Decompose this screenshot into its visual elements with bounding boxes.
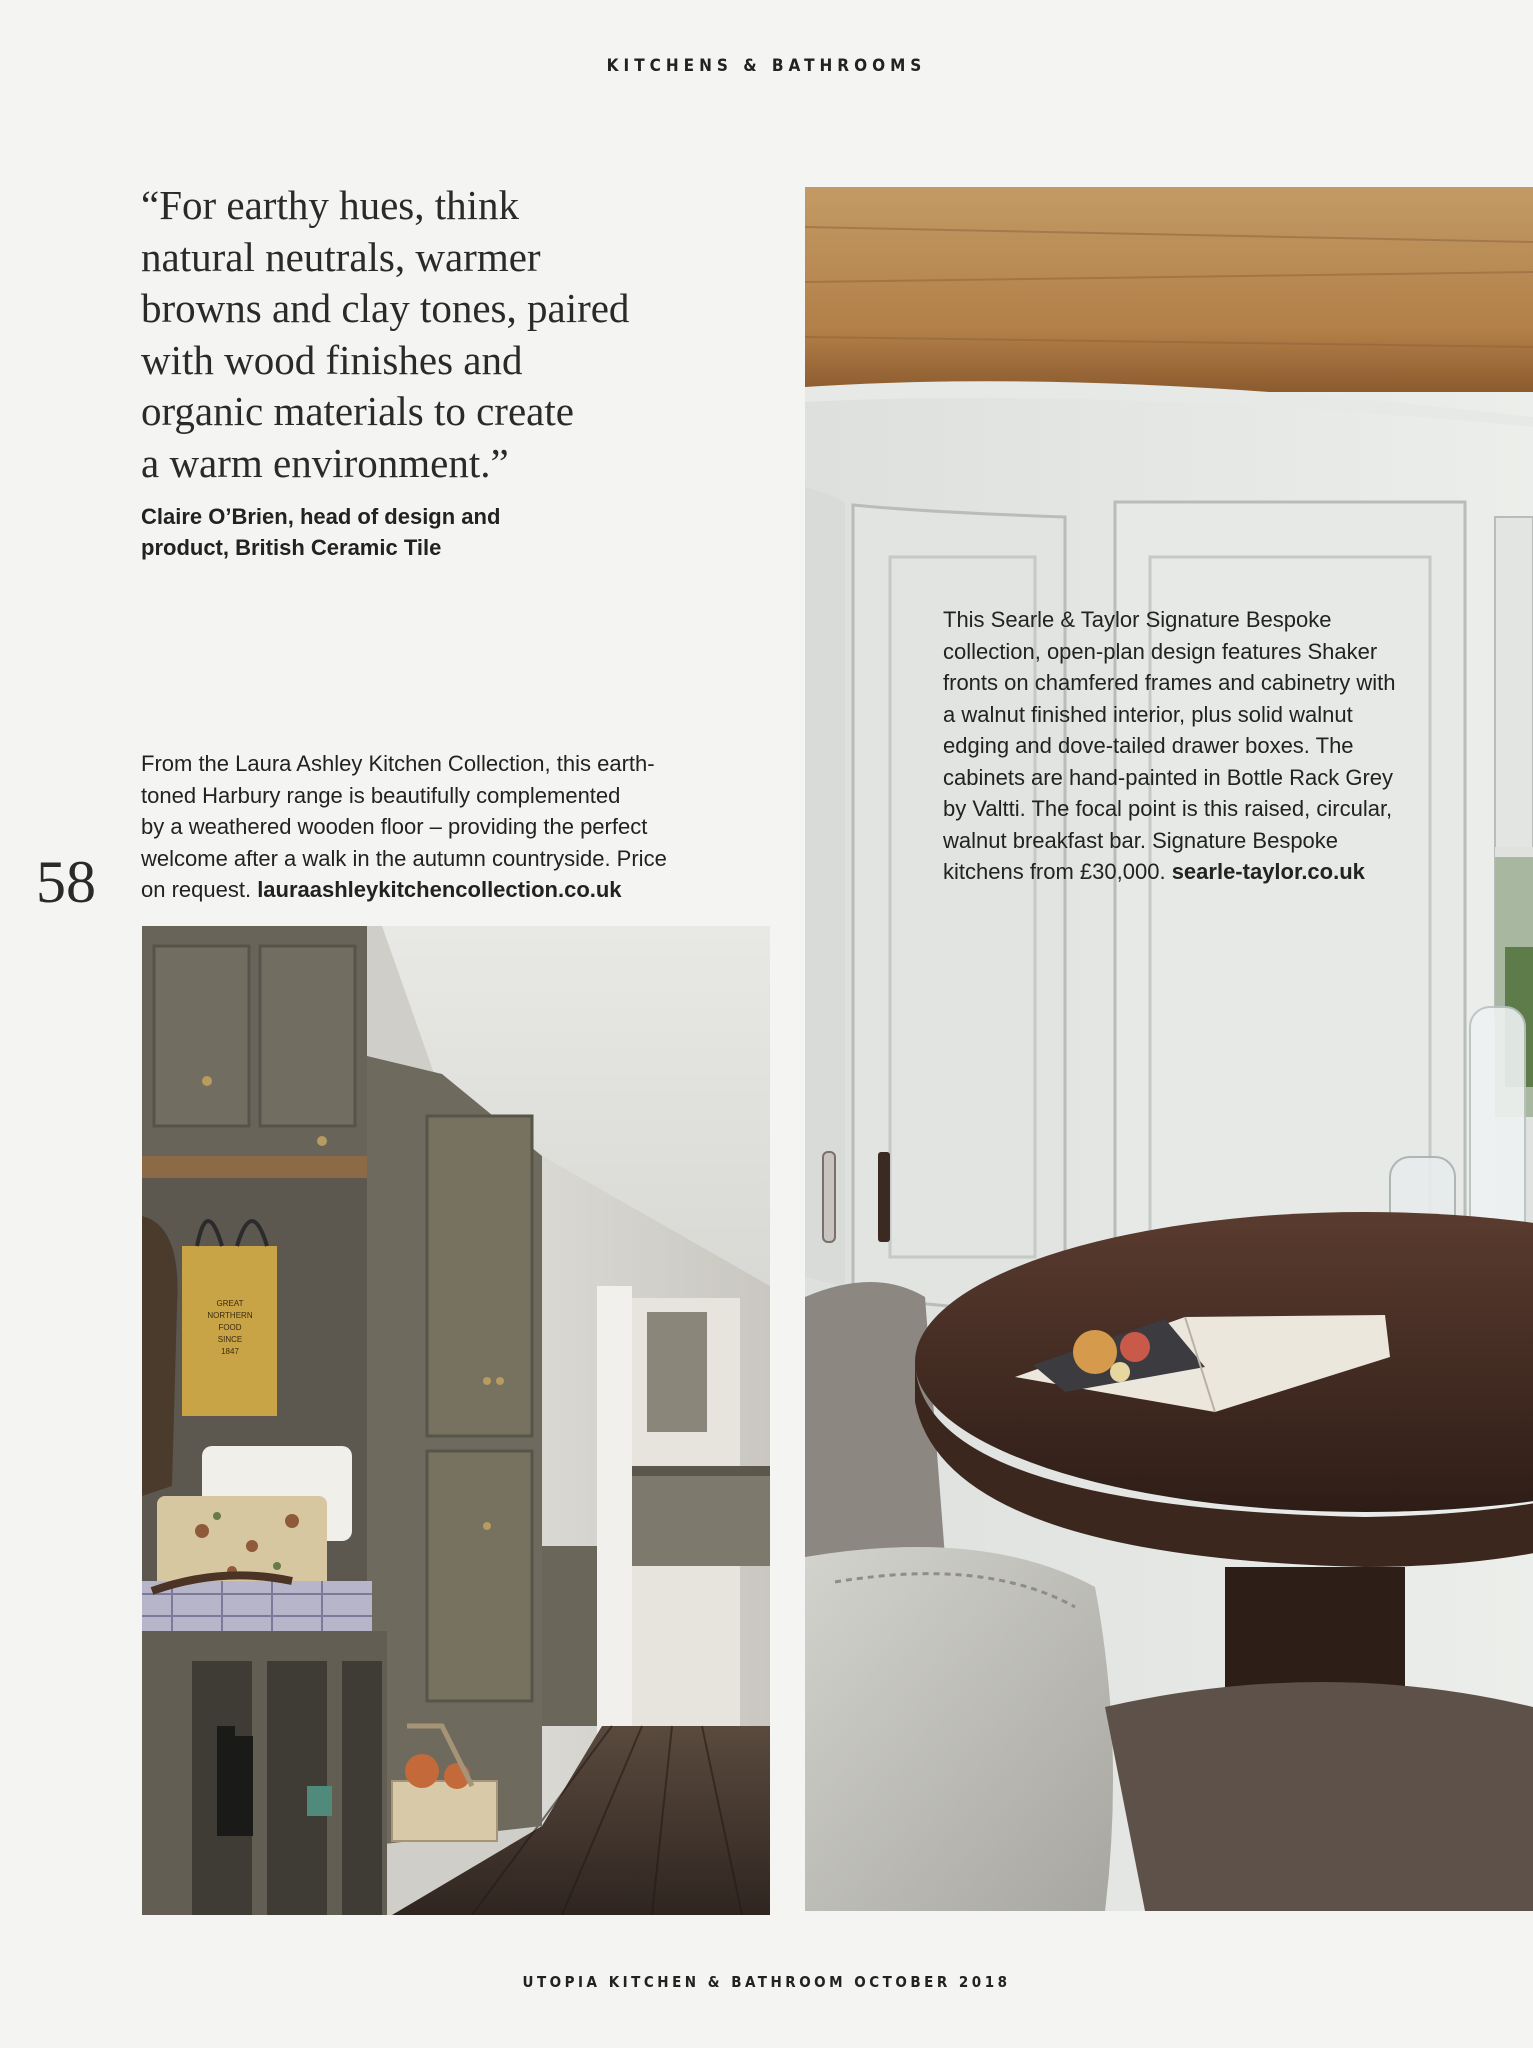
caption-left <box>141 748 741 906</box>
caption-right-link[interactable]: searle-taylor.co.uk <box>1171 859 1365 884</box>
caption-line: by Valtti. The focal point is this raised, circular, <box>943 796 1393 821</box>
bag-print-text: FOOD <box>218 1323 242 1332</box>
caption-text: on request. <box>141 877 258 902</box>
caption-line: a walnut finished interior, plus solid walnut <box>943 701 1353 727</box>
caption-line-last <box>943 856 1443 888</box>
caption-line: by a weathered wooden floor – providing the perfect <box>141 814 648 839</box>
caption-line: collection, open-plan design features Shaker <box>943 638 1378 664</box>
kitchen-illustration <box>805 187 1533 1911</box>
quote-line: a warm environment.” <box>141 439 509 486</box>
quote-line: “For earthy hues, think <box>141 182 520 228</box>
bag-print-text: GREAT <box>216 1299 244 1308</box>
attribution-line: product, British Ceramic Tile <box>141 535 442 560</box>
page-number: 58 <box>36 849 96 915</box>
bag-print-text: SINCE <box>217 1335 243 1344</box>
caption-line: welcome after a walk in the autumn countryside. Price <box>141 845 667 871</box>
page-footer: UTOPIA KITCHEN & BATHROOM OCTOBER 2018 <box>522 1973 1011 1991</box>
pull-quote <box>141 180 741 489</box>
quote-line: organic materials to create <box>141 388 574 434</box>
caption-line: From the Laura Ashley Kitchen Collection, this earth- <box>141 751 655 776</box>
photo-kitchen <box>805 187 1533 1911</box>
caption-left-link[interactable]: lauraashleykitchencollection.co.uk <box>257 877 622 902</box>
caption-line: fronts on chamfered frames and cabinetry with <box>943 670 1396 695</box>
caption-right <box>943 604 1443 888</box>
bag-print-text: 1847 <box>221 1347 239 1356</box>
quote-attribution <box>141 501 561 563</box>
caption-line-last <box>141 874 741 906</box>
caption-line: edging and dove-tailed drawer boxes. The <box>943 733 1354 758</box>
quote-line: natural neutrals, warmer <box>141 233 541 280</box>
quote-line: with wood finishes and <box>141 336 523 383</box>
caption-line: walnut breakfast bar. Signature Bespoke <box>943 827 1339 853</box>
caption-line: toned Harbury range is beautifully complemented <box>141 782 621 808</box>
quote-line: browns and clay tones, paired <box>141 285 630 331</box>
section-header: KITCHENS & BATHROOMS <box>606 56 927 76</box>
photo-mudroom <box>142 926 770 1915</box>
caption-text: kitchens from £30,000. <box>943 859 1172 884</box>
caption-line: This Searle & Taylor Signature Bespoke <box>943 607 1332 632</box>
bag-print-text: NORTHERN <box>207 1311 253 1320</box>
attribution-line: Claire O’Brien, head of design and <box>141 504 501 529</box>
caption-line: cabinets are hand-painted in Bottle Rack Grey <box>943 764 1394 790</box>
mudroom-illustration <box>142 926 770 1915</box>
